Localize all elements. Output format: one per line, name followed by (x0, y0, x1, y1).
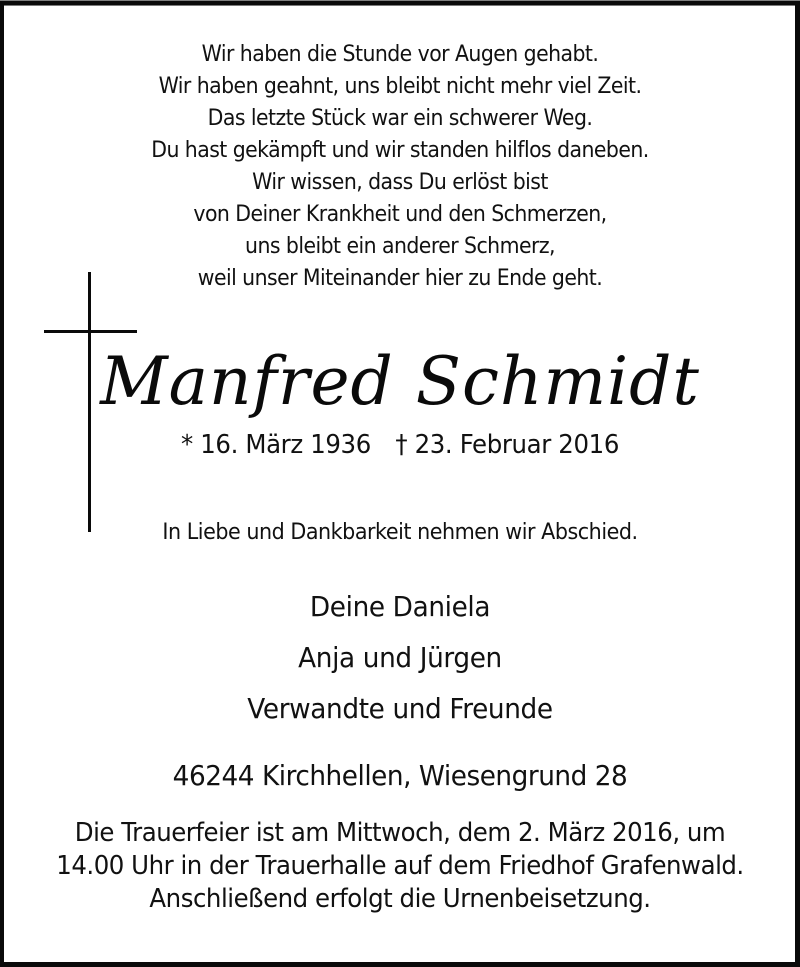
poem-line: Wir haben die Stunde vor Augen gehabt. (201, 42, 599, 67)
death-date: † 23. Februar 2016 (395, 430, 619, 460)
mourner-line: Verwandte und Freunde (247, 692, 553, 725)
poem-line: Du hast gekämpft und wir standen hilflos daneben. (151, 138, 649, 163)
cross-horizontal-bar (44, 330, 137, 333)
mourner-line: Deine Daniela (309, 590, 491, 623)
farewell-line: In Liebe und Dankbarkeit nehmen wir Abschied. (162, 520, 638, 545)
life-dates (0, 428, 800, 462)
poem-line: von Deiner Krankheit und den Schmerzen, (193, 202, 607, 227)
farewell (0, 517, 800, 549)
poem-line: Wir haben geahnt, uns bleibt nicht mehr viel Zeit. (158, 74, 642, 99)
ceremony-line: 14.00 Uhr in der Trauerhalle auf dem Friedhof Grafenwald. (56, 851, 744, 881)
address (0, 756, 800, 796)
mourners (0, 581, 800, 734)
ceremony-info (0, 817, 800, 916)
ceremony-line: Anschließend erfolgt die Urnenbeisetzung. (149, 884, 651, 914)
poem-line: uns bleibt ein anderer Schmerz, (245, 234, 555, 259)
poem-line: weil unser Miteinander hier zu Ende geht. (197, 266, 603, 291)
mourner-line: Anja und Jürgen (298, 641, 502, 674)
birth-date: * 16. März 1936 (180, 430, 371, 460)
poem-line: Das letzte Stück war ein schwerer Weg. (207, 106, 593, 131)
poem (0, 39, 800, 295)
address-line: 46244 Kirchhellen, Wiesengrund 28 (172, 759, 628, 792)
life-dates-line (24, 428, 776, 462)
deceased-name: Manfred Schmidt (100, 343, 700, 420)
poem-line: Wir wissen, dass Du erlöst bist (252, 170, 548, 195)
ceremony-line: Die Trauerfeier ist am Mittwoch, dem 2. März 2016, um (74, 818, 726, 848)
